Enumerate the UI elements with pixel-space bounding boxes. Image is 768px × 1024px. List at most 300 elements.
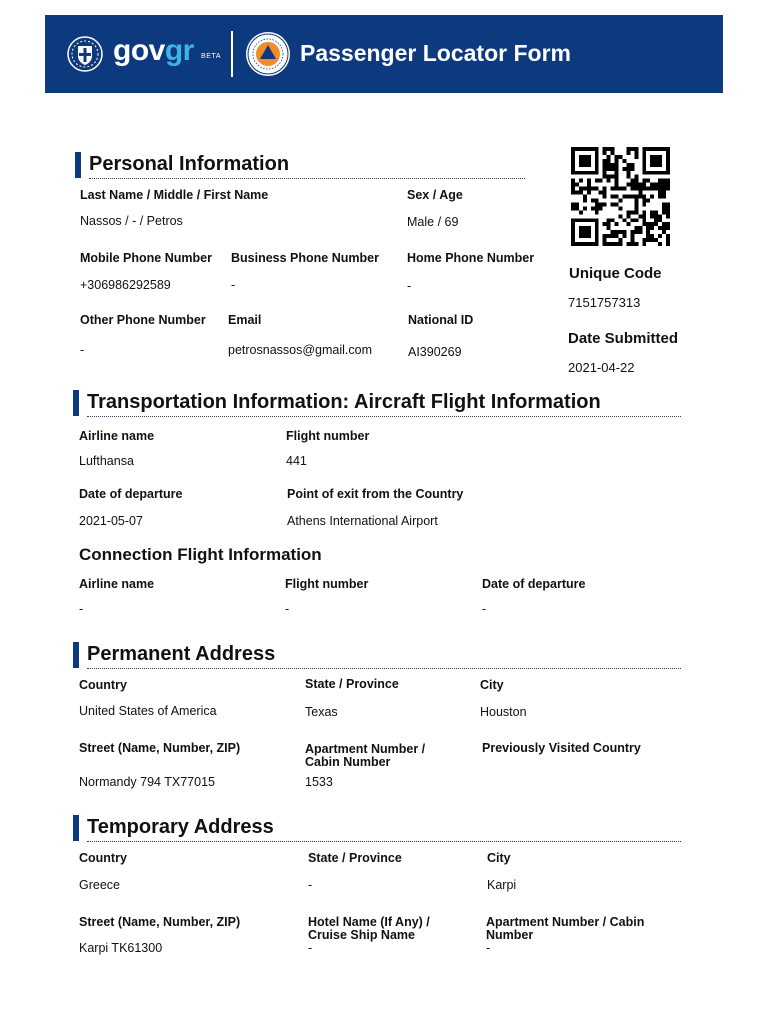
hotel-name-label-line2: Cruise Ship Name: [308, 928, 415, 942]
permanent-state-value: Texas: [305, 705, 338, 719]
qr-module: [603, 171, 607, 175]
qr-module: [595, 198, 599, 202]
qr-module: [607, 155, 611, 159]
business-phone-value: -: [231, 278, 236, 292]
section-bar: [73, 390, 79, 416]
qr-module: [642, 242, 646, 246]
qr-module: [630, 218, 634, 222]
airline-value: Lufthansa: [79, 454, 134, 468]
qr-module: [642, 222, 646, 226]
qr-module: [646, 238, 650, 242]
qr-module: [662, 191, 666, 195]
qr-module: [607, 226, 611, 230]
permanent-city-value: Houston: [480, 705, 527, 719]
temporary-state-value: -: [308, 878, 313, 892]
qr-module: [607, 147, 611, 151]
connection-airline-value: -: [79, 602, 84, 616]
qr-module: [630, 195, 634, 199]
exit-point-label: Point of exit from the Country: [287, 487, 464, 501]
qr-module: [611, 187, 615, 191]
qr-module: [603, 242, 607, 246]
qr-module: [607, 234, 611, 238]
temporary-city-label: City: [487, 851, 511, 865]
temporary-apartment-label-line2: Number: [486, 928, 534, 942]
qr-module: [611, 218, 615, 222]
home-phone-value: -: [407, 279, 412, 293]
qr-module: [603, 238, 607, 242]
qr-module: [634, 218, 638, 222]
qr-module: [666, 238, 670, 242]
qr-module: [571, 183, 575, 187]
qr-module: [587, 191, 591, 195]
unique-code-label: Unique Code: [569, 265, 662, 282]
qr-module: [646, 179, 650, 183]
qr-module: [666, 222, 670, 226]
qr-module: [666, 210, 670, 214]
qr-module: [611, 234, 615, 238]
qr-module: [619, 187, 623, 191]
section-rule: [89, 178, 525, 179]
qr-module: [619, 214, 623, 218]
qr-module: [615, 202, 619, 206]
temporary-state-label: State / Province: [308, 851, 402, 865]
qr-module: [634, 179, 638, 183]
qr-module: [650, 222, 654, 226]
qr-module: [626, 242, 630, 246]
temporary-city-value: Karpi: [487, 878, 517, 892]
qr-module: [646, 230, 650, 234]
page-title: Passenger Locator Form: [300, 40, 571, 66]
permanent-street-value: Normandy 794 TX77015: [79, 775, 215, 789]
qr-module: [615, 175, 619, 179]
qr-module: [634, 187, 638, 191]
qr-module: [650, 234, 654, 238]
section-bar: [75, 152, 81, 178]
qr-module: [603, 191, 607, 195]
qr-module: [611, 167, 615, 171]
qr-module: [634, 183, 638, 187]
qr-module: [603, 167, 607, 171]
section-title: Permanent Address: [87, 643, 276, 665]
permanent-state-label: State / Province: [305, 677, 399, 691]
qr-module: [615, 183, 619, 187]
qr-module: [615, 163, 619, 167]
qr-module: [603, 195, 607, 199]
qr-module: [599, 179, 603, 183]
connection-airline-label: Airline name: [79, 577, 155, 591]
qr-module: [658, 234, 662, 238]
permanent-apartment-label-line2: Cabin Number: [305, 755, 391, 769]
qr-module: [595, 206, 599, 210]
qr-module: [634, 195, 638, 199]
other-phone-value: -: [80, 343, 85, 357]
qr-module: [658, 214, 662, 218]
connection-flight-label: Flight number: [285, 577, 369, 591]
qr-module: [630, 210, 634, 214]
qr-module: [650, 183, 654, 187]
qr-module: [630, 238, 634, 242]
sex-age-value: Male / 69: [407, 215, 459, 229]
qr-module: [650, 238, 654, 242]
temporary-apartment-value: -: [486, 941, 491, 955]
qr-module: [603, 147, 607, 151]
qr-module: [638, 226, 642, 230]
qr-module: [595, 187, 599, 191]
qr-module: [603, 151, 607, 155]
qr-module: [634, 198, 638, 202]
airline-label: Airline name: [79, 429, 155, 443]
permanent-country-label: Country: [79, 678, 127, 692]
qr-module: [619, 242, 623, 246]
qr-module: [626, 214, 630, 218]
qr-module: [615, 179, 619, 183]
qr-module: [619, 198, 623, 202]
qr-module: [591, 198, 595, 202]
business-phone-label: Business Phone Number: [231, 251, 379, 265]
section-title: Personal Information: [89, 153, 290, 175]
qr-module: [630, 167, 634, 171]
qr-module: [654, 218, 658, 222]
qr-module: [658, 242, 662, 246]
qr-module: [650, 210, 654, 214]
qr-module: [666, 202, 670, 206]
qr-module: [662, 222, 666, 226]
qr-module: [654, 222, 658, 226]
qr-module: [642, 187, 646, 191]
qr-module: [607, 179, 611, 183]
permanent-apartment-value: 1533: [305, 775, 333, 789]
qr-module: [622, 195, 626, 199]
qr-module: [615, 195, 619, 199]
section-title: Temporary Address: [87, 816, 274, 838]
qr-module: [587, 179, 591, 183]
departure-value: 2021-05-07: [79, 514, 143, 528]
qr-module: [662, 230, 666, 234]
flight-number-value: 441: [286, 454, 307, 468]
temporary-country-value: Greece: [79, 878, 120, 892]
qr-module: [634, 226, 638, 230]
qr-module: [575, 206, 579, 210]
mobile-label: Mobile Phone Number: [80, 251, 212, 265]
qr-module: [595, 202, 599, 206]
qr-module: [646, 226, 650, 230]
qr-module: [571, 202, 575, 206]
qr-module: [575, 183, 579, 187]
qr-module: [583, 187, 587, 191]
name-value: Nassos / - / Petros: [80, 214, 183, 228]
section-title: Transportation Information: Aircraft Flight Information: [87, 391, 601, 413]
temporary-country-label: Country: [79, 851, 127, 865]
qr-module: [595, 210, 599, 214]
qr-module: [638, 191, 642, 195]
qr-module: [630, 230, 634, 234]
email-value: petrosnassos@gmail.com: [228, 343, 372, 357]
qr-module: [626, 175, 630, 179]
qr-module: [611, 175, 615, 179]
qr-module: [615, 222, 619, 226]
qr-module: [666, 187, 670, 191]
national-id-value: AI390269: [408, 345, 462, 359]
unique-code-value: 7151757313: [568, 295, 641, 310]
qr-module: [662, 195, 666, 199]
qr-module: [650, 195, 654, 199]
qr-module: [571, 191, 575, 195]
qr-module: [622, 167, 626, 171]
qr-module: [630, 187, 634, 191]
qr-module: [666, 183, 670, 187]
qr-module: [638, 187, 642, 191]
qr-module: [666, 206, 670, 210]
header-banner: [45, 15, 723, 93]
qr-module: [595, 179, 599, 183]
exit-point-value: Athens International Airport: [287, 514, 438, 528]
qr-module: [615, 230, 619, 234]
greek-emblem-icon: [67, 36, 103, 72]
qr-module: [658, 195, 662, 199]
qr-module: [658, 187, 662, 191]
qr-module: [607, 222, 611, 226]
qr-module: [619, 230, 623, 234]
qr-module: [579, 155, 591, 167]
qr-module: [607, 159, 611, 163]
qr-module: [642, 210, 646, 214]
hotel-name-label-line1: Hotel Name (If Any) /: [308, 915, 430, 929]
qr-module: [634, 175, 638, 179]
qr-module: [571, 179, 575, 183]
qr-module: [666, 214, 670, 218]
qr-module: [638, 195, 642, 199]
qr-module: [650, 155, 662, 167]
qr-module: [583, 195, 587, 199]
qr-code-icon: [567, 147, 674, 246]
qr-module: [575, 202, 579, 206]
qr-module: [642, 214, 646, 218]
qr-module: [658, 183, 662, 187]
qr-module: [611, 202, 615, 206]
qr-module: [579, 191, 583, 195]
qr-module: [634, 230, 638, 234]
civil-protection-icon: [245, 31, 291, 77]
qr-module: [626, 183, 630, 187]
qr-module: [642, 179, 646, 183]
qr-module: [603, 175, 607, 179]
other-phone-label: Other Phone Number: [80, 313, 206, 327]
qr-module: [642, 218, 646, 222]
temporary-street-label: Street (Name, Number, ZIP): [79, 915, 241, 929]
qr-module: [611, 147, 615, 151]
hotel-name-value: -: [308, 941, 313, 955]
qr-module: [666, 242, 670, 246]
qr-module: [654, 187, 658, 191]
qr-module: [630, 183, 634, 187]
qr-module: [634, 206, 638, 210]
qr-module: [626, 151, 630, 155]
permanent-street-label: Street (Name, Number, ZIP): [79, 741, 241, 755]
qr-module: [638, 214, 642, 218]
qr-module: [662, 202, 666, 206]
qr-module: [630, 179, 634, 183]
qr-module: [599, 202, 603, 206]
qr-module: [666, 234, 670, 238]
qr-module: [619, 238, 623, 242]
qr-module: [662, 179, 666, 183]
qr-module: [662, 206, 666, 210]
qr-module: [638, 230, 642, 234]
flight-number-label: Flight number: [286, 429, 370, 443]
qr-module: [607, 167, 611, 171]
qr-module: [662, 226, 666, 230]
section-bar: [73, 642, 79, 668]
qr-module: [611, 230, 615, 234]
qr-module: [579, 210, 583, 214]
qr-module: [583, 198, 587, 202]
connection-departure-value: -: [482, 602, 487, 616]
qr-module: [591, 187, 595, 191]
qr-module: [634, 151, 638, 155]
qr-module: [622, 218, 626, 222]
qr-module: [571, 206, 575, 210]
mobile-value: +306986292589: [80, 278, 171, 292]
qr-module: [630, 163, 634, 167]
qr-module: [603, 202, 607, 206]
qr-module: [626, 163, 630, 167]
permanent-city-label: City: [480, 678, 504, 692]
qr-module: [626, 147, 630, 151]
brand-main: gov: [113, 34, 165, 67]
qr-module: [615, 159, 619, 163]
qr-module: [658, 218, 662, 222]
qr-module: [634, 202, 638, 206]
temporary-street-value: Karpi TK61300: [79, 941, 163, 955]
qr-module: [626, 222, 630, 226]
qr-module: [658, 179, 662, 183]
qr-module: [603, 187, 607, 191]
qr-module: [611, 163, 615, 167]
qr-module: [666, 226, 670, 230]
qr-module: [587, 183, 591, 187]
temporary-apartment-label-line1: Apartment Number / Cabin: [486, 915, 645, 929]
qr-module: [662, 210, 666, 214]
qr-module: [634, 147, 638, 151]
qr-module: [607, 242, 611, 246]
sex-age-label: Sex / Age: [407, 188, 463, 202]
qr-module: [642, 238, 646, 242]
qr-module: [615, 155, 619, 159]
email-label: Email: [228, 313, 262, 327]
qr-module: [603, 159, 607, 163]
qr-module: [646, 198, 650, 202]
date-submitted-label: Date Submitted: [568, 330, 679, 347]
section-rule: [87, 416, 681, 417]
date-submitted-value: 2021-04-22: [568, 360, 635, 375]
header-divider: [231, 31, 233, 77]
home-phone-label: Home Phone Number: [407, 251, 535, 265]
qr-module: [615, 187, 619, 191]
qr-module: [646, 234, 650, 238]
govgr-logo: [113, 34, 194, 68]
qr-module: [654, 183, 658, 187]
qr-module: [622, 159, 626, 163]
qr-module: [603, 222, 607, 226]
qr-module: [646, 222, 650, 226]
connection-departure-label: Date of departure: [482, 577, 586, 591]
qr-module: [571, 187, 575, 191]
qr-module: [575, 191, 579, 195]
qr-module: [607, 218, 611, 222]
qr-module: [579, 187, 583, 191]
qr-module: [587, 187, 591, 191]
qr-module: [615, 242, 619, 246]
qr-module: [626, 167, 630, 171]
qr-module: [615, 171, 619, 175]
qr-module: [650, 187, 654, 191]
qr-module: [646, 187, 650, 191]
qr-module: [650, 214, 654, 218]
qr-module: [607, 175, 611, 179]
qr-module: [654, 214, 658, 218]
qr-module: [599, 206, 603, 210]
qr-module: [658, 226, 662, 230]
previously-visited-label: Previously Visited Country: [482, 741, 641, 755]
departure-label: Date of departure: [79, 487, 183, 501]
qr-module: [662, 187, 666, 191]
qr-module: [615, 234, 619, 238]
qr-module: [658, 191, 662, 195]
qr-module: [591, 206, 595, 210]
qr-module: [619, 155, 623, 159]
connection-flight-value: -: [285, 602, 290, 616]
qr-module: [638, 183, 642, 187]
section-rule: [87, 841, 681, 842]
qr-module: [654, 238, 658, 242]
qr-module: [650, 226, 654, 230]
qr-module: [666, 179, 670, 183]
beta-tag: BETA: [201, 53, 222, 60]
qr-module: [622, 234, 626, 238]
qr-module: [622, 230, 626, 234]
qr-module: [615, 167, 619, 171]
qr-module: [611, 195, 615, 199]
name-label: Last Name / Middle / First Name: [80, 188, 269, 202]
qr-module: [642, 202, 646, 206]
permanent-country-value: United States of America: [79, 704, 217, 718]
qr-module: [630, 234, 634, 238]
qr-module: [634, 155, 638, 159]
qr-module: [607, 163, 611, 167]
qr-module: [583, 206, 587, 210]
qr-module: [642, 183, 646, 187]
qr-module: [662, 183, 666, 187]
qr-module: [579, 226, 591, 238]
qr-module: [626, 210, 630, 214]
qr-module: [579, 179, 583, 183]
qr-module: [619, 206, 623, 210]
qr-module: [630, 147, 634, 151]
qr-module: [626, 195, 630, 199]
qr-module: [634, 210, 638, 214]
qr-module: [654, 210, 658, 214]
qr-module: [642, 195, 646, 199]
qr-module: [611, 242, 615, 246]
qr-module: [634, 242, 638, 246]
qr-module: [603, 163, 607, 167]
section-rule: [87, 668, 681, 669]
qr-module: [630, 242, 634, 246]
qr-module: [622, 187, 626, 191]
permanent-apartment-label-line1: Apartment Number /: [305, 742, 426, 756]
qr-module: [642, 198, 646, 202]
brand-accent: gr: [164, 34, 194, 67]
